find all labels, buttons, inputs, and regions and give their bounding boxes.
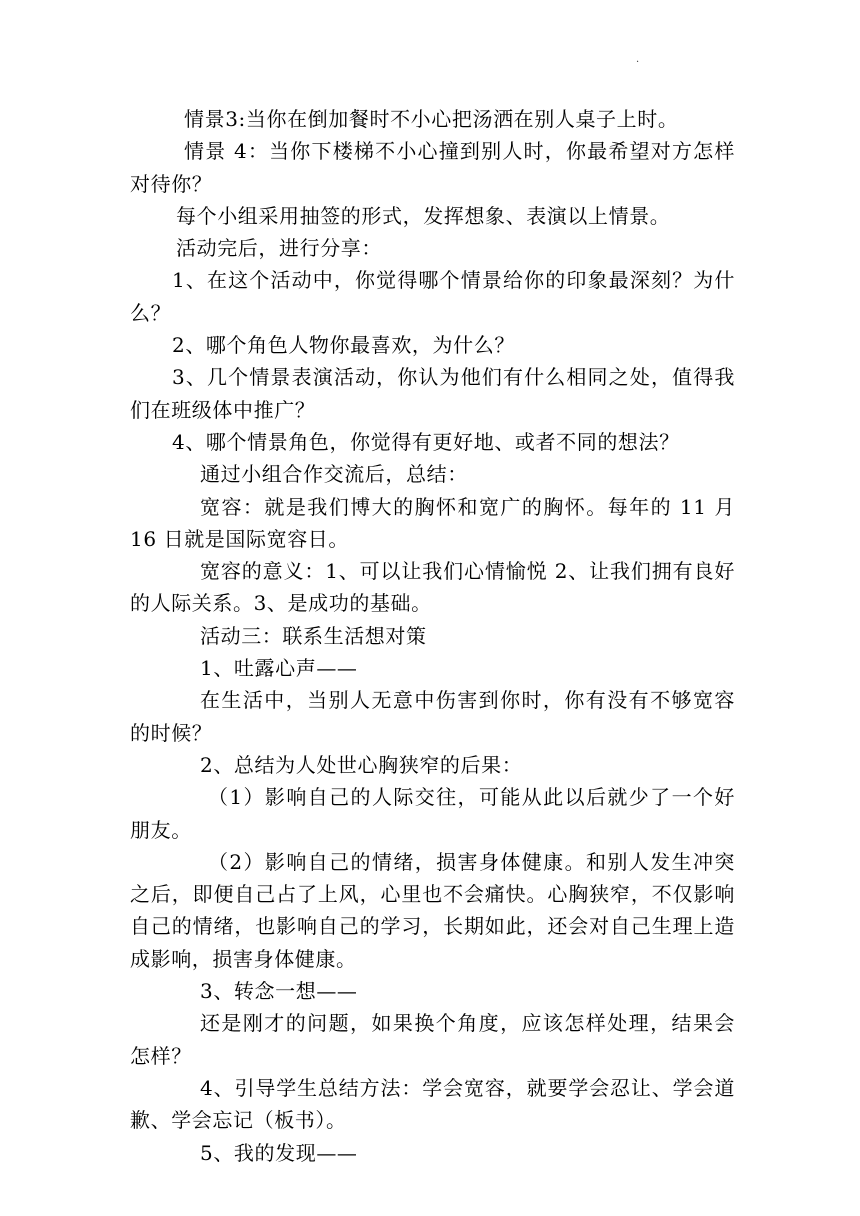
- paragraph: 4、哪个情景角色，你觉得有更好地、或者不同的想法？: [172, 429, 680, 454]
- paragraph: 4、引导学生总结方法：学会宽容，就要学会忍让、学会道歉、学会忘记（板书）。: [130, 1075, 735, 1133]
- paragraph: 通过小组合作交流后，总结：: [200, 462, 468, 487]
- paragraph: 还是刚才的问题，如果换个角度，应该怎样处理，结果会怎样？: [130, 1011, 735, 1068]
- paragraph: 1、吐露心声——: [200, 656, 358, 681]
- paragraph: （1）影响自己的人际交往，可能从此以后就少了一个好朋友。: [130, 785, 735, 842]
- paragraph: 2、哪个角色人物你最喜欢，为什么？: [172, 333, 515, 358]
- paragraph: 1、在这个活动中，你觉得哪个情景给你的印象最深刻？为什么？: [130, 268, 735, 325]
- paragraph: 3、转念一想——: [200, 979, 358, 1004]
- paragraph: 活动三：联系生活想对策: [200, 623, 427, 648]
- page-mark: ·: [636, 57, 640, 68]
- document-body: [130, 103, 735, 1169]
- paragraph: 2、总结为人处世心胸狭窄的后果：: [200, 752, 523, 777]
- paragraph: 5、我的发现——: [200, 1140, 358, 1165]
- paragraph: （2）影响自己的情绪，损害身体健康。和别人发生冲突之后，即便自己占了上风，心里也不会痛快。心胸狭窄，不仅影响自己的情绪，也影响自己的学习，长期如此，还会对自己生理上造成影响，损害身体健康。: [130, 849, 735, 971]
- paragraph: 3、几个情景表演活动，你认为他们有什么相同之处，值得我们在班级体中推广？: [130, 365, 735, 422]
- paragraph: 在生活中，当别人无意中伤害到你时，你有没有不够宽容的时候？: [130, 688, 735, 745]
- paragraph: 宽容的意义：1、可以让我们心情愉悦 2、让我们拥有良好的人际关系。3、是成功的基础。: [130, 559, 735, 616]
- paragraph: 每个小组采用抽签的形式，发挥想象、表演以上情景。: [176, 203, 671, 228]
- paragraph: 情景 4：当你下楼梯不小心撞到别人时，你最希望对方怎样对待你？: [130, 139, 735, 196]
- paragraph: 情景3:当你在倒加餐时不小心把汤洒在别人桌子上时。: [184, 107, 679, 131]
- paragraph: 宽容：就是我们博大的胸怀和宽广的胸怀。每年的 11 月 16 日就是国际宽容日。: [130, 494, 735, 551]
- paragraph: 活动完后，进行分享：: [176, 236, 382, 261]
